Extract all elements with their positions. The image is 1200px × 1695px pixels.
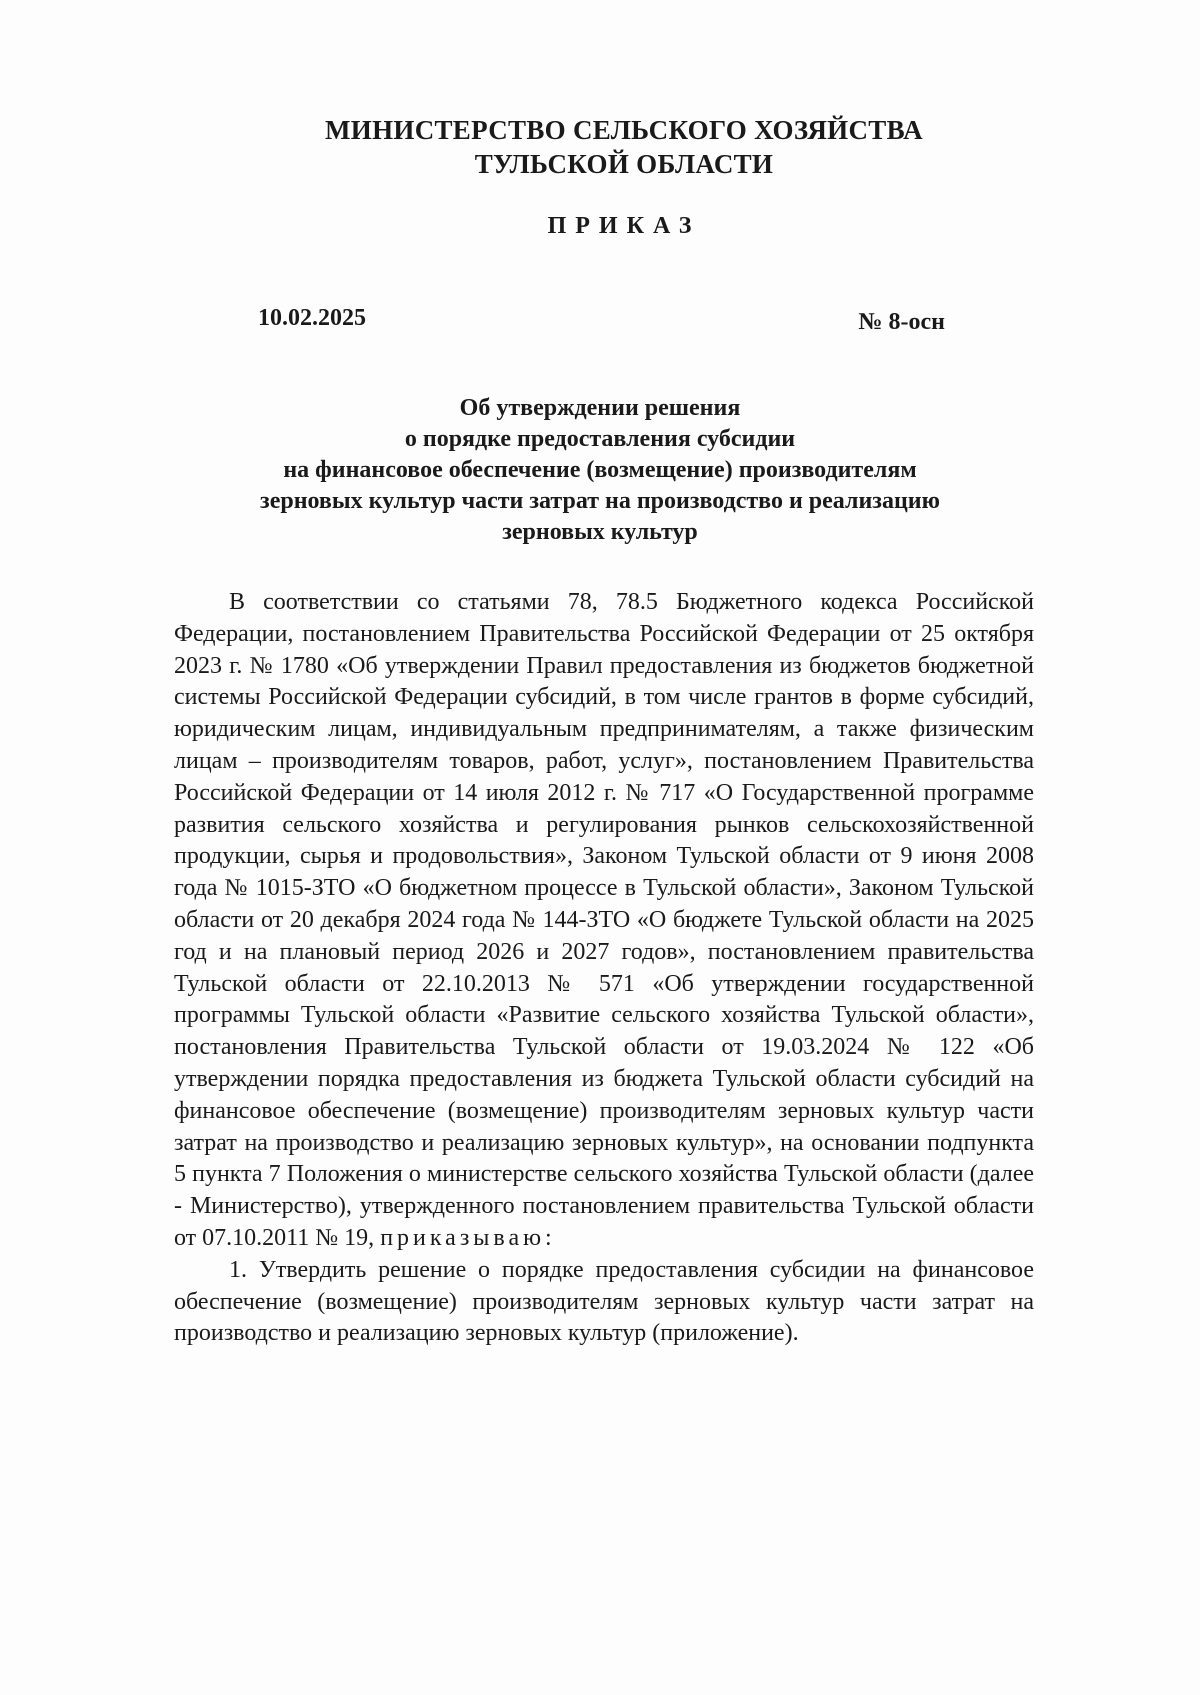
subject-line: зерновых культур части затрат на производство и реализацию xyxy=(260,488,940,514)
ministry-name-line2: ТУЛЬСКОЙ ОБЛАСТИ xyxy=(474,149,774,179)
order-number: № 8-осн xyxy=(858,309,945,335)
order-date: 10.02.2025 xyxy=(258,305,366,331)
preamble-text: В соответствии со статьями 78, 78.5 Бюджетного кодекса Российской Федерации, постановлением Правительства Российской Федерации от 25 октября 2023 г. № 1780 «Об утверждении Правил предоставления из бюджетов бюджетной системы Российской Федерации субсидий, в том числе грантов в форме субсидий, юридическим лицам, индивидуальным предпринимателям, а также физическим лицам – производителям товаров, работ, услуг», постановлением Правительства Российской Федерации от 14 июля 2012 г. № 717 «О Государственной программе развития сельского хозяйства и регулирования рынков сельскохозяйственной продукции, сырья и продовольствия», Законом Тульской области от 9 июня 2008 года № 1015-ЗТО «О бюджетном процессе в Тульской области», Законом Тульской области от 20 декабря 2024 года № 144-ЗТО «О бюджете Тульской области на 2025 год и на плановый период 2026 и 2027 годов», постановлением правительства Тульской области от 22.10.2013 № 571 «Об утверждении государственной программы Тульской области «Развитие сельского хозяйства Тульской области», постановления Правительства Тульской области от 19.03.2024 № 122 «Об утверждении порядка предоставления из бюджета Тульской области субсидий на финансовое обеспечение (возмещение) производителям зерновых культур части затрат на производство и реализацию зерновых культур», на основании подпункта 5 пункта 7 Положения о министерстве сельского хозяйства Тульской области (далее - Министерство), утвержденного постановлением правительства Тульской области от 07.10.2011 № 19, xyxy=(174,589,1034,1251)
subject-line: о порядке предоставления субсидии xyxy=(404,426,796,452)
order-body xyxy=(174,587,1034,1350)
order-subject xyxy=(170,393,1030,548)
ministry-name-line1: МИНИСТЕРСТВО СЕЛЬСКОГО ХОЗЯЙСТВА xyxy=(325,115,923,145)
ministry-header xyxy=(0,113,1200,181)
subject-line: Об утверждении решения xyxy=(459,395,741,421)
subject-line: зерновых культур xyxy=(502,519,698,545)
subject-line: на финансовое обеспечение (возмещение) производителям xyxy=(283,457,917,483)
order-verb: приказываю: xyxy=(380,1224,556,1251)
document-type: ПРИКАЗ xyxy=(547,213,701,239)
preamble-paragraph xyxy=(174,587,1034,1255)
order-item-1: 1. Утвердить решение о порядке предоставления субсидии на финансовое обеспечение (возмещение) производителям зерновых культур части затрат на производство и реализацию зерновых культур (приложение). xyxy=(174,1256,1034,1347)
